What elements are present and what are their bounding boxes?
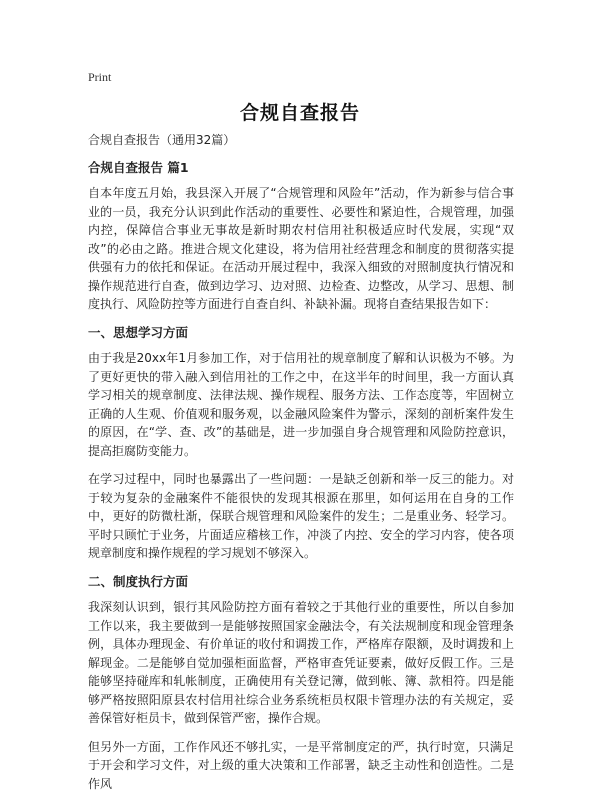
study-paragraph-1: 由于我是20xx年1月参加工作，对于信用社的规章制度了解和认识极为不够。为了更好更快的带入融入到信用社的工作之中，在这半年的时间里，我一方面认真学习相关的规章制度、法律法规、操作规程、服务方法、工作态度等，牢固树立正确的人生观、价值观和服务观，以金融风险案件为警示，深刻的剖析案件发生的原因，在“学、查、改”的基础是，进一步加强自身合规管理和风险防控意识，提高拒腐防变能力。 [88, 351, 514, 458]
section-heading-rules: 二、制度执行方面 [88, 573, 189, 589]
document-body [88, 131, 514, 803]
document-subtitle: 合规自查报告（通用32篇） [88, 133, 236, 147]
rules-paragraph-2: 但另外一方面，工作作风还不够扎实，一是平常制度定的严，执行时宽，只满足于开会和学习文件，对上级的重大决策和工作部署，缺乏主动性和创造性。二是作风 [88, 739, 514, 791]
intro-paragraph: 自本年度五月始，我县深入开展了“合规管理和风险年”活动，作为新参与信合事业的一员，我充分认识到此作活动的重要性、必要性和紧迫性，合规管理，加强内控，保障信合事业无事故是新时期农村信用社积极适应时代发展，实现“双改”的必由之路。推进合规文化建设，将为信用社经营理念和制度的贯彻落实提供强有力的依托和保证。在活动开展过程中，我深入细致的对照制度执行情况和操作规范进行自查，做到边学习、边对照、边检查、边整改，从学习、思想、制度执行、风险防控等方面进行自查自纠、补缺补漏。现将自查结果报告如下： [88, 186, 514, 311]
study-paragraph-2: 在学习过程中，同时也暴露出了一些问题：一是缺乏创新和举一反三的能力。对于较为复杂的金融案件不能很快的发现其根源在那里，如何运用在自身的工作中，更好的防微杜渐，保联合规管理和风险案件的发生；二是重业务、轻学习。平时只顾忙于业务，片面适应稽核工作，冲淡了内控、安全的学习内容，使各项规章制度和操作规程的学习规划不够深入。 [88, 472, 514, 560]
print-link[interactable]: Print [88, 70, 112, 84]
part-heading: 合规自查报告 篇1 [88, 159, 189, 175]
section-heading-study: 一、思想学习方面 [88, 324, 189, 340]
rules-paragraph-1: 我深刻认识到，银行其风险防控方面有着较之于其他行业的重要性，所以自参加工作以来，我主要做到一是能够按照国家金融法令，有关法规制度和现金管理条例，具体办理现金、有价单证的收付和调拨工作，严格库存限额，及时调拨和上解现金。二是能够自觉加强柜面监督，严格审查凭证要素，做好反假工作。三是能够坚持碰库和轧帐制度，正确使用有关登记簿，做到帐、簿、款相符。四是能够严格按照阳原县农村信用社综合业务系统柜员权限卡管理办法的有关规定，妥善保管好柜员卡，做到保管严密，操作合规。 [88, 600, 514, 725]
page-title: 合规自查报告 [239, 102, 360, 124]
